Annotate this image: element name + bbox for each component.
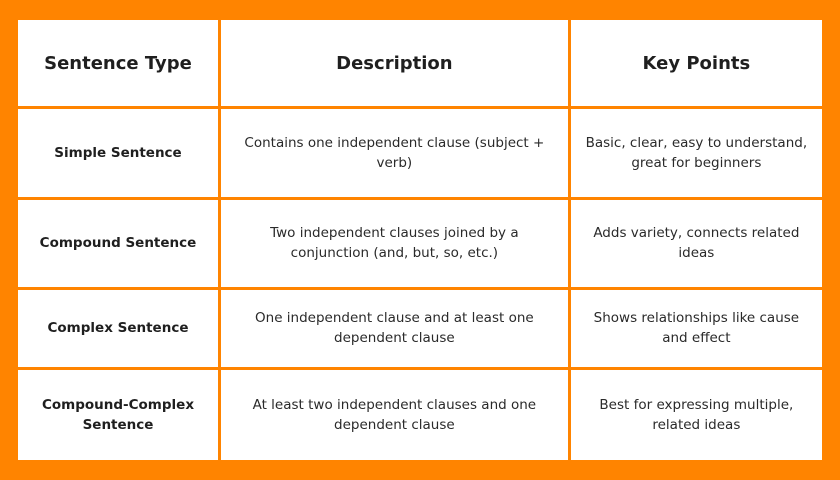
table-row (18, 370, 822, 460)
key-points-cell: Best for expressing multiple, related ideas (571, 370, 822, 460)
table-row (18, 200, 822, 286)
key-points-cell: Basic, clear, easy to understand, great for beginners (571, 109, 822, 197)
sentence-types-table-frame (15, 17, 825, 463)
key-points-cell: Shows relationships like cause and effect (571, 290, 822, 367)
table-row (18, 109, 822, 197)
description-cell: At least two independent clauses and one dependent clause (221, 370, 568, 460)
header-row (18, 20, 822, 106)
sentence-type-cell: Compound Sentence (18, 200, 218, 286)
description-cell: One independent clause and at least one dependent clause (221, 290, 568, 367)
sentence-type-cell: Complex Sentence (18, 290, 218, 367)
sentence-type-cell: Simple Sentence (18, 109, 218, 197)
table-body (18, 109, 822, 460)
description-cell: Two independent clauses joined by a conjunction (and, but, so, etc.) (221, 200, 568, 286)
key-points-cell: Adds variety, connects related ideas (571, 200, 822, 286)
header-sentence-type: Sentence Type (18, 20, 218, 106)
table-row (18, 290, 822, 367)
table-header (18, 20, 822, 106)
description-cell: Contains one independent clause (subject + verb) (221, 109, 568, 197)
sentence-types-table (15, 17, 825, 463)
header-key-points: Key Points (571, 20, 822, 106)
sentence-type-cell: Compound-Complex Sentence (18, 370, 218, 460)
header-description: Description (221, 20, 568, 106)
